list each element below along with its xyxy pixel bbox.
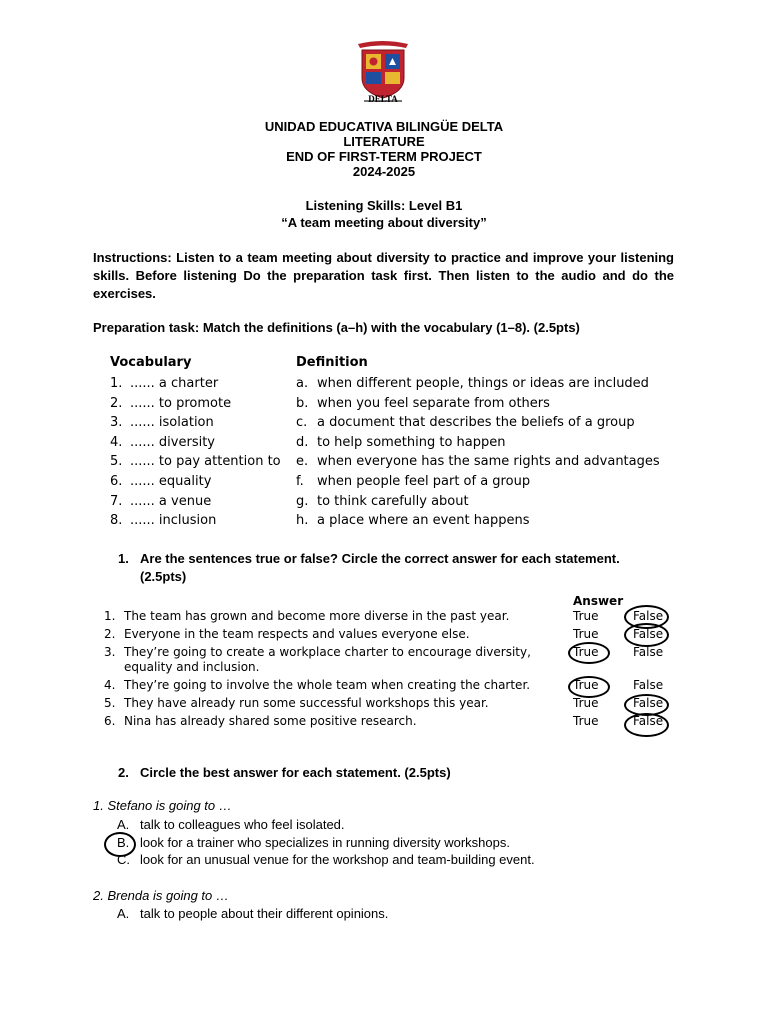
preparation-task-heading: Preparation task: Match the definitions (a–h) with the vocabulary (1–8). (2.5pts) (93, 320, 580, 335)
school-name: UNIDAD EDUCATIVA BILINGÜE DELTA (264, 119, 504, 134)
option-letter[interactable]: B. (117, 835, 130, 850)
topic-title: “A team meeting about diversity” (281, 215, 487, 230)
question-2-stem: 2. Brenda is going to … (93, 888, 229, 903)
vocab-row (110, 435, 670, 455)
section-1-heading: 1. Are the sentences true or false? Circle the correct answer for each statement. (2.5pts) (118, 551, 620, 584)
statement-text: They have already run some successful workshops this year. (124, 696, 489, 710)
instructions: Instructions: Listen to a team meeting about diversity to practice and improve your listening skills. Before listening Do the preparation task first. Then listen to the audio and do the exercises. (93, 250, 674, 301)
vocab-term: ...... diversity (130, 434, 216, 450)
true-option[interactable]: True (573, 678, 599, 692)
vocab-row (110, 396, 670, 416)
vocab-term: ...... a charter (130, 376, 219, 391)
definition-text: to help something to happen (317, 434, 506, 450)
definition-letter: c. (296, 415, 308, 431)
definition-letter: f. (296, 473, 304, 489)
option-text: talk to colleagues who feel isolated. (140, 817, 345, 832)
false-option[interactable]: False (633, 609, 664, 623)
true-option[interactable]: True (573, 627, 599, 641)
statement-number: 2. (104, 627, 116, 641)
statement-number: 3. (104, 645, 116, 659)
statement-number: 1. (104, 609, 116, 623)
definition-text: a place where an event happens (317, 513, 530, 529)
option-letter[interactable]: A. (117, 906, 130, 921)
vocab-row (110, 454, 670, 474)
definition-column-header: Definition (296, 355, 368, 370)
definition-text: when different people, things or ideas are included (317, 376, 649, 391)
definition-letter: h. (296, 513, 309, 529)
true-option[interactable]: True (573, 645, 599, 659)
false-option[interactable]: False (633, 678, 664, 692)
vocab-row (110, 513, 670, 533)
vocabulary-column-header: Vocabulary (110, 355, 192, 370)
statement-row (104, 696, 674, 714)
definition-letter: g. (296, 493, 309, 509)
vocab-number: 4. (110, 434, 123, 450)
false-option[interactable]: False (633, 714, 664, 728)
vocab-row (110, 494, 670, 514)
vocab-number: 8. (110, 513, 123, 529)
true-option[interactable]: True (573, 696, 599, 710)
option-text: look for an unusual venue for the workshop and team-building event. (140, 852, 535, 867)
vocab-term: ...... inclusion (130, 513, 217, 529)
true-false-table (104, 609, 674, 732)
vocab-term: ...... to promote (130, 395, 232, 411)
statement-number: 5. (104, 696, 116, 710)
definition-text: to think carefully about (317, 493, 469, 509)
statement-number: 4. (104, 678, 116, 692)
school-year: 2024-2025 (352, 164, 416, 179)
definition-text: when people feel part of a group (317, 473, 531, 489)
vocab-number: 6. (110, 473, 123, 489)
false-option[interactable]: False (633, 645, 664, 659)
false-option[interactable]: False (633, 627, 664, 641)
true-option[interactable]: True (573, 714, 599, 728)
statement-number: 6. (104, 714, 116, 728)
true-option[interactable]: True (573, 609, 599, 623)
vocab-number: 5. (110, 454, 123, 470)
vocab-term: ...... isolation (130, 415, 214, 431)
vocabulary-table (110, 376, 670, 533)
vocab-term: ...... a venue (130, 493, 212, 509)
answer-circle-mark (568, 676, 610, 698)
question-1-stem: 1. Stefano is going to … (93, 798, 232, 813)
project-title: END OF FIRST-TERM PROJECT (286, 149, 482, 164)
answer-circle-mark (624, 623, 669, 647)
vocab-row (110, 376, 670, 396)
vocab-row (110, 474, 670, 494)
vocab-number: 7. (110, 493, 123, 509)
statement-row (104, 714, 674, 732)
option-letter[interactable]: C. (117, 852, 130, 867)
answer-circle-mark (624, 713, 669, 737)
vocab-term: ...... to pay attention to (130, 454, 281, 470)
false-option[interactable]: False (633, 696, 664, 710)
subject-title: LITERATURE (343, 134, 425, 149)
statement-text: They’re going to create a workplace charter to encourage diversity, (124, 645, 531, 659)
statement-text: Nina has already shared some positive research. (124, 714, 417, 728)
section-2-heading: 2. Circle the best answer for each statement. (2.5pts) (118, 765, 451, 780)
definition-letter: b. (296, 395, 309, 411)
statement-text: They’re going to involve the whole team when creating the charter. (124, 678, 531, 692)
definition-text: when everyone has the same rights and advantages (317, 454, 660, 470)
statement-text-continued: equality and inclusion. (124, 660, 260, 674)
vocab-number: 2. (110, 395, 123, 411)
statement-row (104, 609, 674, 627)
answer-column-header: Answer (573, 594, 624, 608)
answer-circle-mark (104, 832, 136, 857)
answer-circle-mark (568, 642, 610, 664)
skill-level: Listening Skills: Level B1 (305, 198, 463, 213)
statement-text: The team has grown and become more diverse in the past year. (124, 609, 510, 623)
logo-wordmark: DELTA (368, 94, 398, 104)
definition-letter: e. (296, 454, 309, 470)
vocab-term: ...... equality (130, 473, 212, 489)
definition-letter: a. (296, 376, 309, 391)
option-text: look for a trainer who specializes in running diversity workshops. (140, 835, 510, 850)
option-text: talk to people about their different opinions. (140, 906, 389, 921)
statement-text: Everyone in the team respects and values everyone else. (124, 627, 470, 641)
definition-text: a document that describes the beliefs of a group (317, 415, 635, 431)
vocab-number: 1. (110, 376, 123, 391)
vocab-number: 3. (110, 415, 123, 431)
definition-letter: d. (296, 434, 309, 450)
vocab-row (110, 415, 670, 435)
definition-text: when you feel separate from others (317, 395, 550, 411)
option-letter[interactable]: A. (117, 817, 130, 832)
